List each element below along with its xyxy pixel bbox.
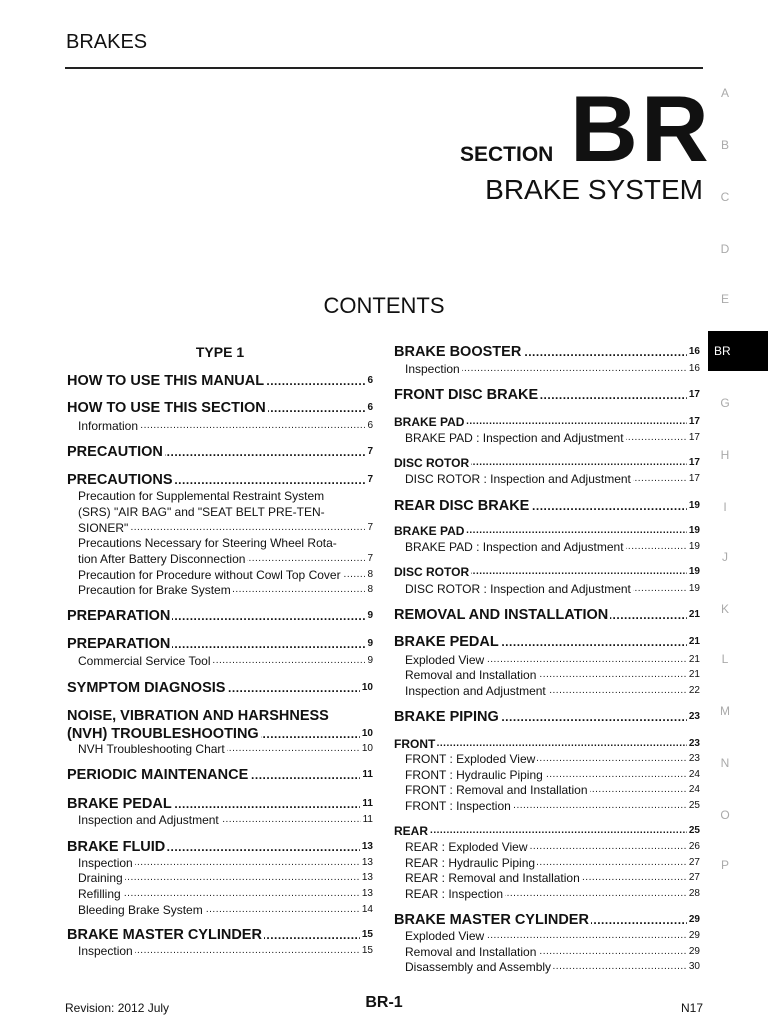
index-letter-i[interactable]: I	[723, 500, 727, 514]
toc-entry-page: 24	[687, 767, 700, 783]
toc-entry-page: 17	[687, 455, 700, 471]
toc-entry-title: FRONT : Hydraulic Piping	[405, 768, 543, 782]
toc-entry-page: 11	[361, 812, 373, 828]
toc-entry-page: 22	[687, 683, 700, 699]
toc-entry-page: 15	[360, 943, 373, 959]
toc-entry-page: 7	[365, 520, 373, 536]
toc-entry[interactable]	[78, 870, 373, 886]
toc-entry-page: 17	[687, 430, 700, 446]
toc-entry[interactable]	[67, 607, 373, 625]
footer-page-code: BR-1	[365, 994, 403, 1011]
toc-entry-title: HOW TO USE THIS SECTION	[67, 400, 266, 416]
toc-entry[interactable]	[78, 418, 373, 434]
toc-entry-page: 13	[360, 886, 373, 902]
toc-entry-title: Refilling	[78, 887, 121, 901]
toc-entry-title: Precautions Necessary for Steering Wheel Rota-	[78, 536, 337, 550]
toc-entry[interactable]	[405, 944, 700, 960]
toc-entry-title: DISC ROTOR : Inspection and Adjustment	[405, 472, 631, 486]
toc-entry[interactable]	[405, 361, 700, 377]
toc-entry-page: 10	[360, 679, 373, 697]
toc-entry-title: Information	[78, 419, 139, 433]
toc-entry-title: NVH Troubleshooting Chart	[78, 742, 225, 756]
toc-entry-page: 21	[687, 667, 700, 683]
toc-entry[interactable]	[67, 399, 373, 417]
toc-entry-title: BRAKE PAD	[394, 524, 465, 538]
toc-entry[interactable]	[405, 798, 700, 814]
toc-entry-page: 13	[360, 838, 373, 856]
toc-entry[interactable]	[394, 823, 700, 839]
toc-entry[interactable]	[67, 372, 373, 390]
toc-entry-page: 21	[687, 652, 700, 668]
toc-entry-page: 16	[687, 343, 700, 361]
toc-entry-title: FRONT : Inspection	[405, 799, 511, 813]
toc-entry-title: tion After Battery Disconnection	[78, 552, 246, 566]
contents-title: CONTENTS	[323, 293, 445, 318]
running-header: BRAKES	[66, 31, 148, 53]
toc-entry[interactable]	[405, 751, 700, 767]
toc-entry-title: Inspection and Adjustment	[405, 684, 546, 698]
toc-entry-page: 7	[365, 443, 373, 461]
index-letter-l[interactable]: L	[721, 652, 729, 666]
toc-entry-title: Exploded View	[405, 653, 485, 667]
toc-entry-page: 17	[687, 414, 700, 430]
toc-entry-page: 10	[360, 741, 373, 757]
toc-entry-page: 16	[687, 361, 700, 377]
toc-entry[interactable]	[405, 959, 700, 975]
toc-entry[interactable]	[394, 455, 700, 471]
toc-entry-page: 7	[365, 471, 373, 489]
toc-entry[interactable]	[394, 911, 700, 929]
toc-entry-title: BRAKE BOOSTER	[394, 344, 522, 360]
toc-entry-page: 15	[360, 926, 373, 944]
toc-entry[interactable]	[405, 683, 700, 699]
toc-entry-page: 8	[365, 582, 373, 598]
toc-entry-title: FRONT : Removal and Installation	[405, 783, 588, 797]
footer-model: N17	[680, 1001, 703, 1015]
toc-entry-title: Draining	[78, 871, 123, 885]
toc-entry[interactable]	[405, 855, 700, 871]
toc-entry[interactable]	[405, 667, 700, 683]
toc-entry[interactable]	[78, 943, 373, 959]
toc-entry-title: Inspection and Adjustment	[78, 813, 219, 827]
toc-entry-title: PRECAUTION	[67, 444, 163, 460]
toc-entry-page: 11	[360, 795, 373, 813]
toc-entry[interactable]	[78, 504, 373, 520]
toc-entry-title: DISC ROTOR	[394, 456, 470, 470]
toc-entry-title: SIONER"	[78, 521, 129, 535]
toc-entry[interactable]	[67, 838, 373, 856]
index-letter-e[interactable]: E	[720, 292, 729, 306]
toc-entry-title: Disassembly and Assembly	[405, 960, 552, 974]
index-letter-h[interactable]: H	[720, 448, 730, 462]
toc-entry[interactable]	[78, 520, 373, 536]
toc-entry-title: PREPARATION	[67, 636, 171, 652]
toc-entry-page: 19	[687, 523, 700, 539]
toc-entry-title: DISC ROTOR : Inspection and Adjustment	[405, 582, 631, 596]
toc-entry-page: 9	[365, 653, 373, 669]
index-letter-m[interactable]: M	[720, 704, 730, 718]
index-letter-j[interactable]: J	[722, 550, 728, 564]
toc-entry[interactable]	[405, 839, 700, 855]
toc-entry[interactable]	[394, 606, 700, 624]
toc-entry[interactable]	[405, 430, 700, 446]
toc-entry[interactable]	[405, 581, 700, 597]
toc-entry-title: BRAKE PEDAL	[67, 796, 172, 812]
toc-entry[interactable]	[394, 414, 700, 430]
toc-entry[interactable]	[405, 870, 700, 886]
toc-entry-page: 11	[360, 766, 373, 784]
toc-entry[interactable]	[394, 736, 700, 752]
toc-entry-page: 19	[687, 539, 700, 555]
toc-entry-title: BRAKE PAD : Inspection and Adjustment	[405, 540, 624, 554]
toc-entry-title: REAR	[394, 824, 429, 838]
toc-entry-page: 7	[365, 551, 373, 567]
toc-entry[interactable]	[67, 795, 373, 813]
toc-entry-page: 29	[687, 944, 700, 960]
active-section-tab[interactable]: BR	[708, 331, 768, 371]
toc-entry[interactable]	[394, 564, 700, 580]
toc-entry-title: REMOVAL AND INSTALLATION	[394, 607, 609, 623]
toc-entry[interactable]	[405, 652, 700, 668]
toc-entry-page: 30	[687, 959, 700, 975]
toc-entry-title: SYMPTOM DIAGNOSIS	[67, 680, 226, 696]
toc-entry-title: Removal and Installation	[405, 945, 537, 959]
index-letter-p[interactable]: P	[720, 858, 729, 872]
toc-entry[interactable]	[78, 551, 373, 567]
toc-entry[interactable]	[78, 855, 373, 871]
toc-entry[interactable]	[78, 902, 373, 918]
section-code: BR	[570, 76, 712, 181]
toc-entry-title: PRECAUTIONS	[67, 472, 173, 488]
toc-entry-page: 21	[687, 633, 700, 651]
toc-entry-page: 25	[687, 798, 700, 814]
toc-entry-page: 19	[687, 564, 700, 580]
header-rule	[65, 67, 703, 69]
toc-entry-title: BRAKE PIPING	[394, 709, 499, 725]
toc-entry-title: Precaution for Procedure without Cowl Top Cover	[78, 568, 341, 582]
toc-entry[interactable]	[67, 926, 373, 944]
toc-entry-page: 19	[687, 497, 700, 515]
toc-entry[interactable]	[405, 886, 700, 902]
toc-entry-page: 29	[687, 928, 700, 944]
toc-entry[interactable]	[78, 535, 373, 551]
toc-entry[interactable]	[394, 633, 700, 651]
toc-entry[interactable]	[67, 707, 373, 725]
toc-entry[interactable]	[405, 539, 700, 555]
index-letter-k[interactable]: K	[720, 602, 729, 616]
toc-entry-title: REAR : Removal and Installation	[405, 871, 580, 885]
toc-entry-page: 13	[360, 855, 373, 871]
toc-entry-title: PERIODIC MAINTENANCE	[67, 767, 249, 783]
index-letter-n[interactable]: N	[720, 756, 730, 770]
toc-entry-title: HOW TO USE THIS MANUAL	[67, 373, 265, 389]
toc-entry-title: Precaution for Brake System	[78, 583, 231, 597]
footer-revision: Revision: 2012 July	[65, 1001, 170, 1015]
toc-entry-title: BRAKE FLUID	[67, 839, 166, 855]
toc-entry-title: FRONT	[394, 737, 436, 751]
toc-entry[interactable]	[405, 782, 700, 798]
toc-entry-title: BRAKE MASTER CYLINDER	[67, 927, 262, 943]
toc-entry-title: FRONT : Exploded View	[405, 752, 536, 766]
toc-entry[interactable]	[78, 582, 373, 598]
toc-entry[interactable]	[67, 635, 373, 653]
toc-entry-page: 9	[365, 635, 373, 653]
toc-entry-title: Inspection	[405, 362, 460, 376]
toc-entry[interactable]	[405, 471, 700, 487]
toc-entry-title: REAR DISC BRAKE	[394, 498, 530, 514]
toc-entry-title: PREPARATION	[67, 608, 171, 624]
toc-entry-page: 26	[687, 839, 700, 855]
toc-entry-title: Inspection	[78, 856, 133, 870]
toc-entry[interactable]	[67, 471, 373, 489]
toc-entry[interactable]	[67, 679, 373, 697]
toc-entry-title: Removal and Installation	[405, 668, 537, 682]
toc-entry-title: REAR : Inspection	[405, 887, 504, 901]
toc-entry-page: 27	[687, 870, 700, 886]
toc-entry-page: 17	[687, 386, 700, 404]
index-letter-d[interactable]: D	[720, 242, 730, 256]
index-letter-a[interactable]: A	[720, 86, 729, 100]
toc-entry-title: DISC ROTOR	[394, 565, 470, 579]
toc-entry[interactable]	[67, 443, 373, 461]
index-letter-b[interactable]: B	[720, 138, 729, 152]
toc-entry-title: FRONT DISC BRAKE	[394, 387, 539, 403]
toc-entry-page: 17	[687, 471, 700, 487]
toc-entry[interactable]	[394, 343, 700, 361]
toc-entry[interactable]	[78, 741, 373, 757]
toc-entry-page: 23	[687, 751, 700, 767]
toc-entry-page: 28	[687, 886, 700, 902]
toc-entry[interactable]	[78, 812, 373, 828]
index-letter-o[interactable]: O	[720, 808, 730, 822]
section-label: SECTION	[460, 143, 554, 166]
toc-entry-title: REAR : Exploded View	[405, 840, 528, 854]
toc-entry-page: 6	[365, 399, 373, 417]
toc-entry-page: 23	[687, 736, 700, 752]
toc-entry-title: NOISE, VIBRATION AND HARSHNESS	[67, 708, 329, 724]
toc-entry[interactable]	[394, 386, 700, 404]
toc-entry-title: (NVH) TROUBLESHOOTING	[67, 726, 259, 742]
section-title: BRAKE SYSTEM	[485, 174, 703, 205]
toc-entry-title: (SRS) "AIR BAG" and "SEAT BELT PRE-TEN-	[78, 505, 325, 519]
toc-entry-title: BRAKE PEDAL	[394, 634, 499, 650]
toc-entry[interactable]	[394, 497, 700, 515]
toc-entry-page: 6	[365, 418, 373, 434]
toc-entry-page: 24	[687, 782, 700, 798]
toc-entry[interactable]	[78, 567, 373, 583]
toc-entry-title: Commercial Service Tool	[78, 654, 211, 668]
toc-entry-page: 8	[365, 567, 373, 583]
toc-entry[interactable]	[78, 886, 373, 902]
toc-entry-title: REAR : Hydraulic Piping	[405, 856, 536, 870]
toc-entry-page: 25	[687, 823, 700, 839]
toc-entry[interactable]	[78, 653, 373, 669]
toc-entry-page: 9	[365, 607, 373, 625]
toc-entry-page: 23	[687, 708, 700, 726]
toc-entry-title: Precaution for Supplemental Restraint System	[78, 489, 325, 503]
toc-entry-page: 21	[687, 606, 700, 624]
toc-entry[interactable]	[394, 523, 700, 539]
index-letter-g[interactable]: G	[720, 396, 730, 410]
toc-entry[interactable]	[405, 767, 700, 783]
toc-entry-title: BRAKE PAD : Inspection and Adjustment	[405, 431, 624, 445]
toc-entry-page: 10	[360, 725, 373, 743]
toc-entry-page: 29	[687, 911, 700, 929]
toc-entry[interactable]	[78, 488, 373, 504]
index-letter-c[interactable]: C	[720, 190, 730, 204]
toc-entry-page: 14	[360, 902, 373, 918]
toc-entry-title: Inspection	[78, 944, 133, 958]
type-heading: TYPE 1	[195, 344, 245, 360]
toc-entry-title: BRAKE PAD	[394, 415, 465, 429]
toc-entry-page: 6	[365, 372, 373, 390]
toc-entry[interactable]	[394, 708, 700, 726]
toc-entry-page: 13	[360, 870, 373, 886]
toc-entry[interactable]	[405, 928, 700, 944]
toc-entry-title: Bleeding Brake System	[78, 903, 203, 917]
toc-entry-title: BRAKE MASTER CYLINDER	[394, 912, 589, 928]
toc-entry-page: 19	[687, 581, 700, 597]
toc-entry[interactable]	[67, 766, 373, 784]
toc-entry-page: 27	[687, 855, 700, 871]
toc-entry-title: Exploded View	[405, 929, 485, 943]
